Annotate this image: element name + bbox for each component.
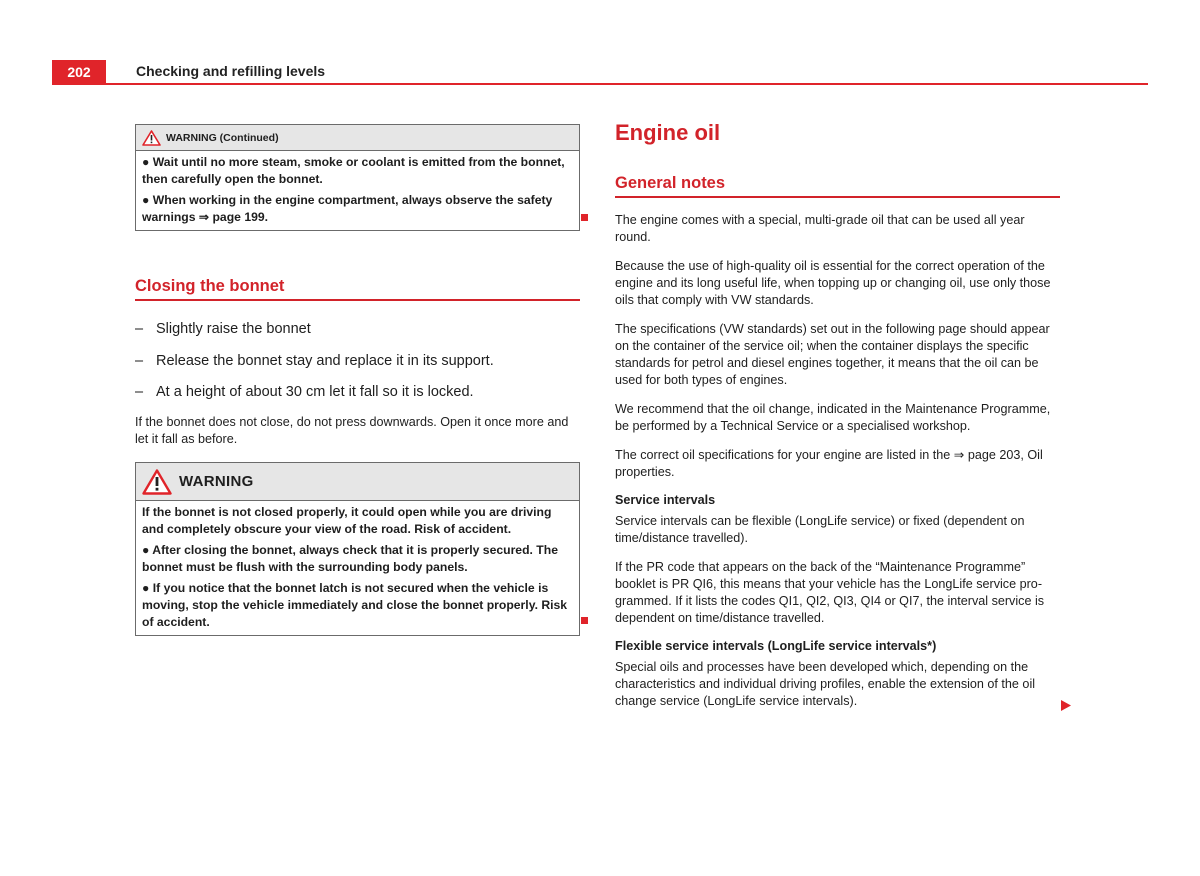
paragraph: Service intervals can be flexible (LongLife service) or fixed (dependent on time/distance travelled). (615, 514, 1025, 545)
warning-continued-item: ● Wait until no more steam, smoke or coolant is emitted from the bonnet, then carefully open the bonnet. (142, 155, 565, 186)
warning-header (136, 463, 579, 501)
warning-item: ● If you notice that the bonnet latch is not secured when the vehicle is moving, stop the vehicle immediately and close the bonnet properly. Risk of accident. (142, 581, 568, 629)
warning-item: If the bonnet is not closed properly, it could open while you are driving and completely obscure your view of the road. Risk of accident. (142, 505, 552, 536)
step-dash: – (135, 321, 144, 337)
step-text: Slightly raise the bonnet (156, 321, 311, 337)
chapter-title: Checking and refilling levels (136, 63, 326, 79)
paragraph: If the PR code that appears on the back of the “Maintenance Programme” booklet is PR QI6, this means that your vehicle has the LongLife service programmed. If it lists the codes QI1, QI2, QI3, QI4 or QI7, the interval service is dependent on time/distance travelled. (615, 560, 1045, 625)
warning-title: WARNING (179, 473, 254, 490)
paragraph: We recommend that the oil change, indicated in the Maintenance Programme, be performed by a Technical Service or a specialised workshop. (615, 402, 1051, 433)
service-intervals-heading: Service intervals (615, 493, 716, 507)
end-of-section-marker (581, 214, 588, 221)
paragraph: The correct oil specifications for your engine are listed in the ⇒ page 203, Oil properties. (615, 448, 1043, 479)
step-text: At a height of about 30 cm let it fall so it is locked. (156, 384, 474, 400)
engine-oil-title: Engine oil (615, 120, 721, 145)
warning-triangle-icon (142, 469, 172, 495)
step-dash: – (135, 384, 144, 400)
list-item (135, 351, 580, 371)
continue-arrow-icon (1061, 700, 1071, 711)
general-notes-heading: General notes (615, 174, 1060, 198)
step-dash: – (135, 352, 144, 369)
paragraph: The engine comes with a special, multi-grade oil that can be used all year round. (615, 213, 1025, 244)
end-of-section-marker (581, 617, 588, 624)
warning-continued-title: WARNING (Continued) (166, 131, 279, 144)
list-item (135, 319, 580, 339)
warning-body (136, 501, 579, 635)
warning-continued-body (136, 151, 579, 230)
list-item (135, 382, 580, 402)
flexible-intervals-heading: Flexible service intervals (LongLife service intervals*) (615, 639, 937, 653)
warning-continued-item: ● When working in the engine compartment, always observe the safety warnings ⇒ page 199. (142, 193, 553, 224)
closing-note: If the bonnet does not close, do not press downwards. Open it once more and let it fall as before. (135, 415, 569, 446)
header-rule (52, 83, 1148, 85)
paragraph: Special oils and processes have been developed which, depending on the characteristics and individual driving profiles, enable the extension of the oil change service (LongLife service intervals). (615, 660, 1036, 708)
warning-continued-box (135, 124, 580, 231)
closing-steps-list (135, 319, 580, 402)
right-column (615, 120, 1060, 722)
page-number: 202 (52, 60, 106, 85)
warning-triangle-icon (142, 130, 161, 146)
warning-continued-header (136, 125, 579, 151)
step-text: Release the bonnet stay and replace it in its support. (156, 352, 494, 369)
left-column (135, 124, 580, 636)
warning-box (135, 462, 580, 636)
warning-item: ● After closing the bonnet, always check that it is properly secured. The bonnet must be flush with the surrounding body panels. (142, 543, 558, 574)
closing-bonnet-heading: Closing the bonnet (135, 277, 580, 301)
paragraph: The specifications (VW standards) set out in the following page should appear on the container of the service oil; when the container displays the specific standards for petrol and diesel engines together, it means that the oil can be used for both types of engines. (615, 322, 1050, 387)
paragraph: Because the use of high-quality oil is essential for the correct operation of the engine and its long useful life, when topping up or changing oil, use only those oils that comply with VW standards. (615, 259, 1051, 307)
